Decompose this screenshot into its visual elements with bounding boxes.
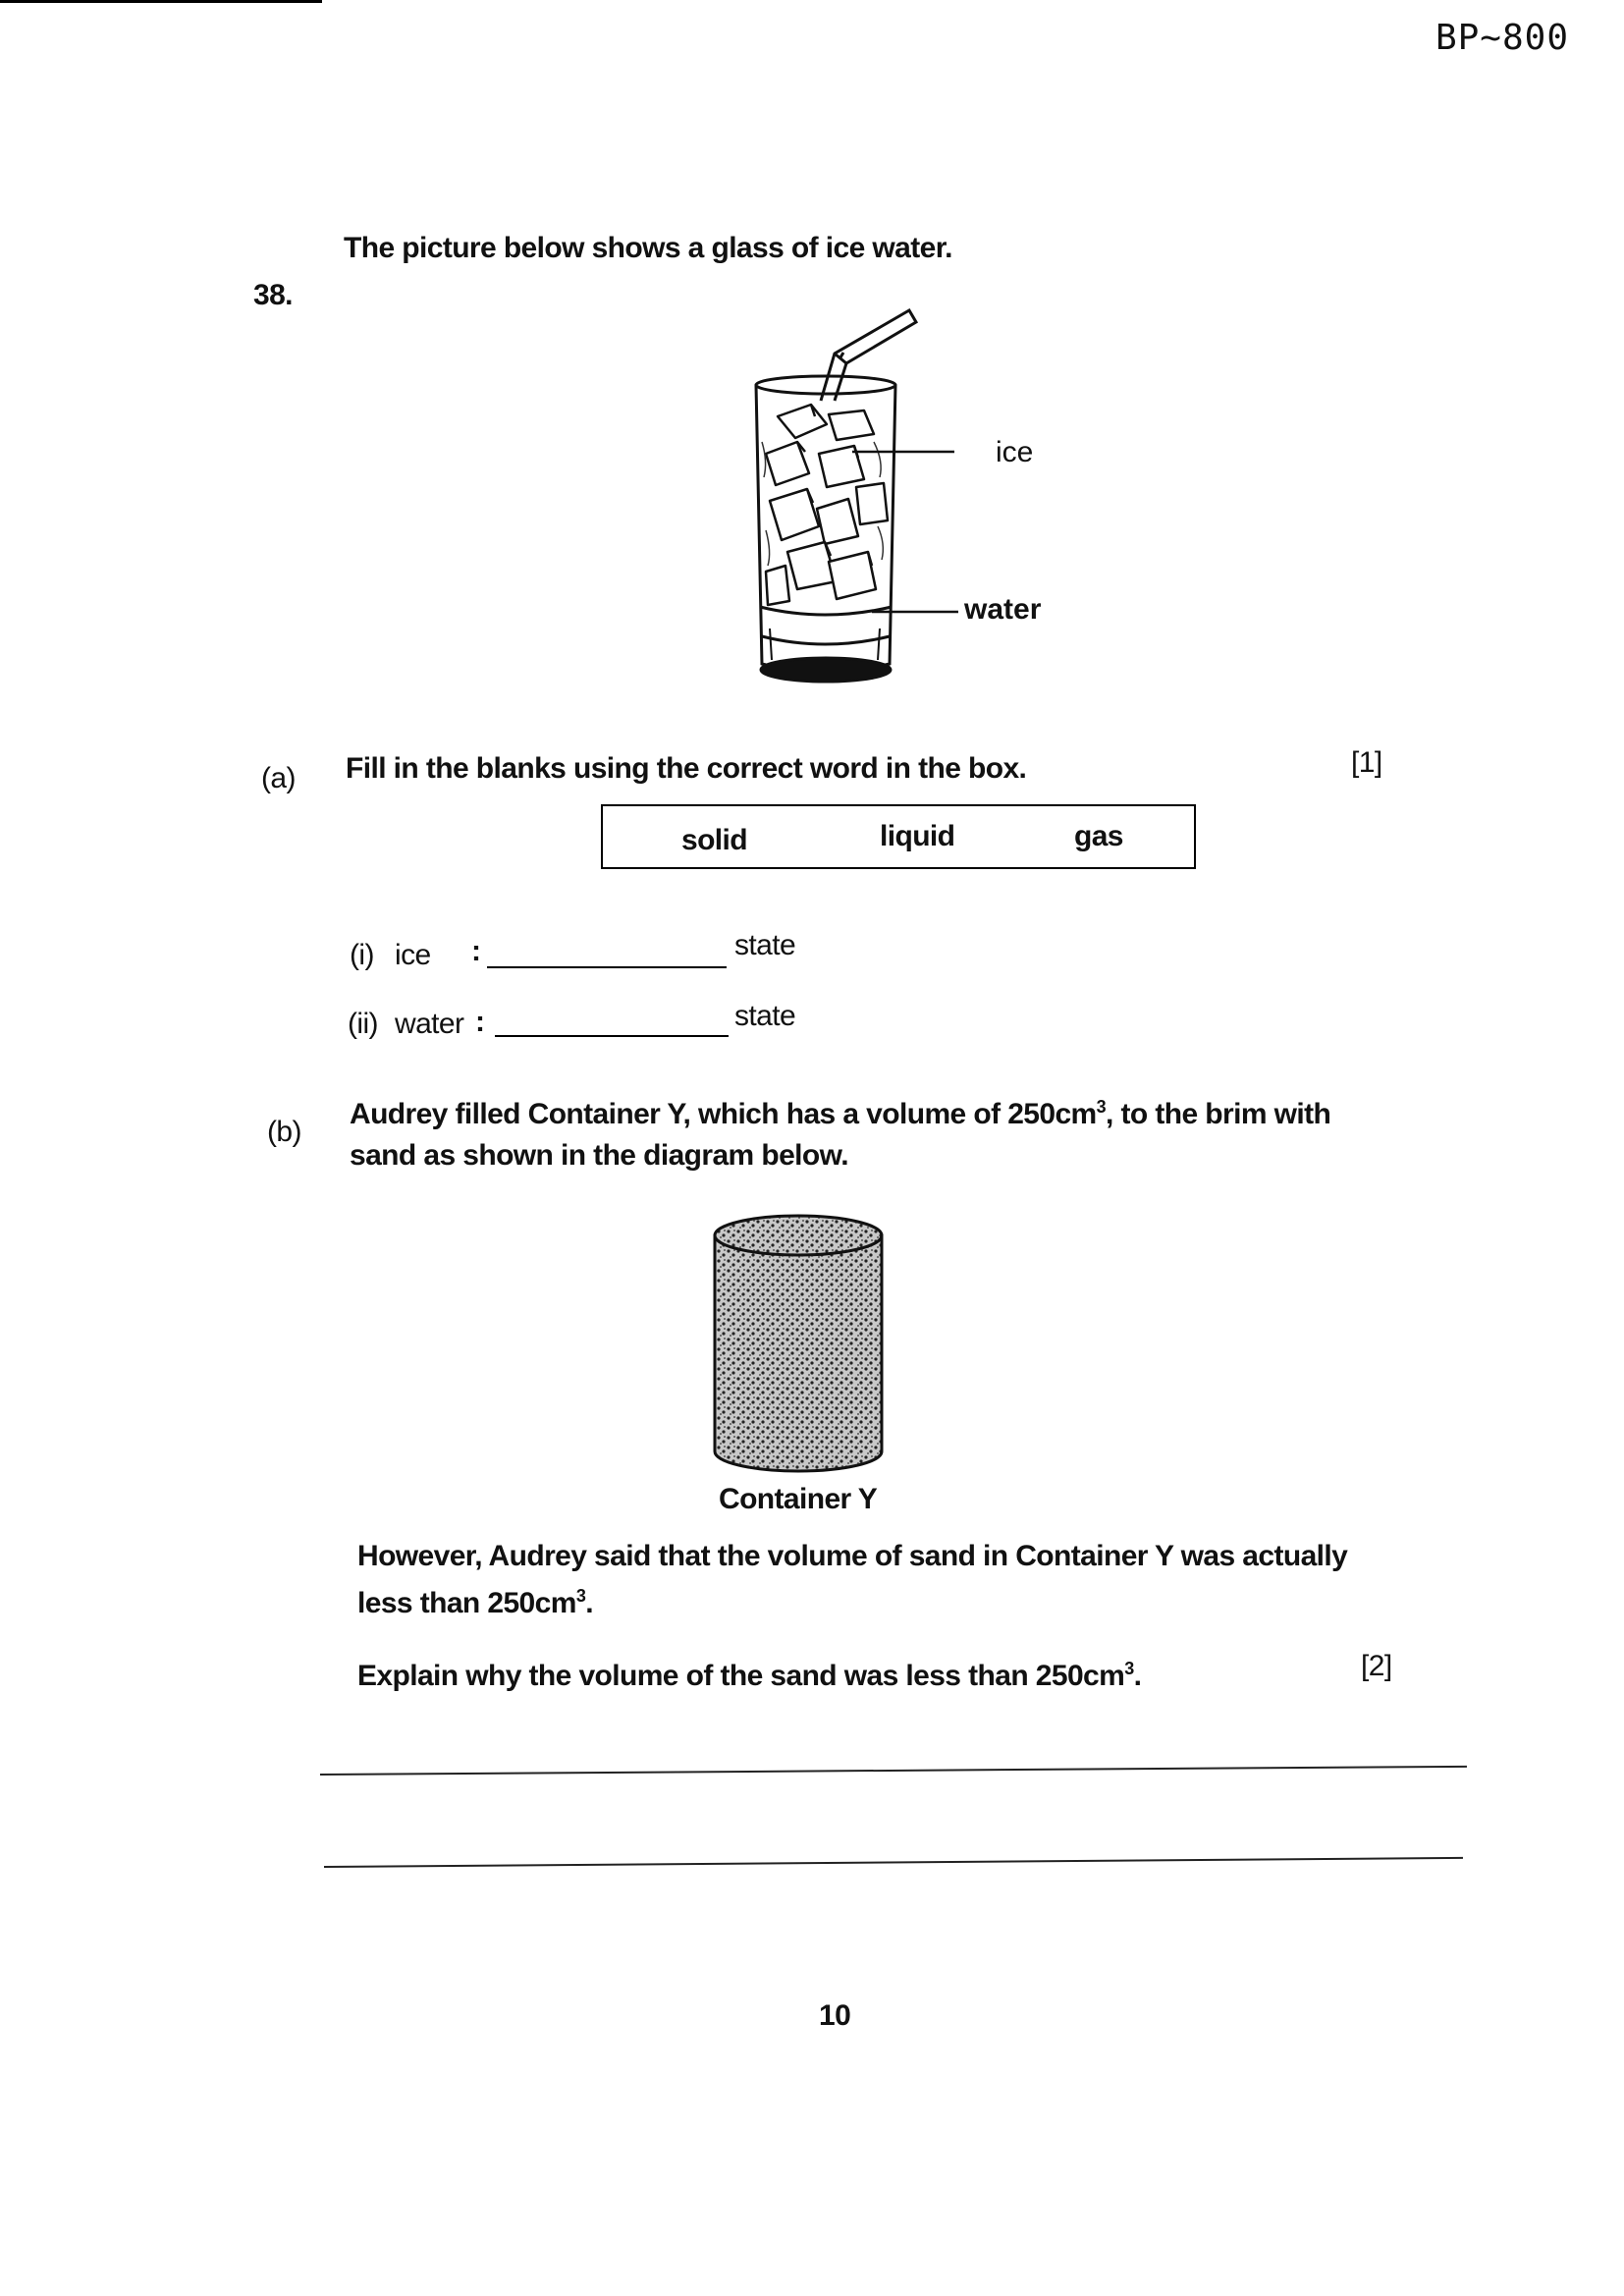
answer-line-2[interactable] bbox=[324, 1857, 1463, 1868]
part-b-marks: [2] bbox=[1361, 1650, 1392, 1682]
question-number: 38. bbox=[253, 279, 293, 311]
part-a-label: (a) bbox=[261, 762, 296, 794]
container-y-figure bbox=[707, 1210, 890, 1477]
part-b-text-line1-sup: 3 bbox=[1096, 1097, 1107, 1117]
part-b-label: (b) bbox=[267, 1116, 301, 1148]
sand-filled-container-icon bbox=[715, 1216, 882, 1471]
item-i-suffix: state bbox=[734, 929, 796, 961]
part-a-marks: [1] bbox=[1351, 746, 1382, 779]
item-ii-answer-blank[interactable] bbox=[495, 1035, 729, 1037]
item-ii-suffix: state bbox=[734, 1000, 796, 1032]
paper-code: BP~800 bbox=[1435, 18, 1569, 58]
explain-prompt bbox=[357, 1660, 1141, 1693]
ice-water-glass-figure bbox=[727, 295, 1080, 707]
however-line2-end: . bbox=[585, 1587, 593, 1619]
item-i-subject: ice bbox=[395, 939, 431, 971]
explain-prompt-main: Explain why the volume of the sand was less than 250cm bbox=[357, 1660, 1125, 1692]
item-ii-colon: : bbox=[475, 1006, 485, 1038]
part-b-text-line1-main: Audrey filled Container Y, which has a volume of 250cm bbox=[350, 1098, 1097, 1130]
word-liquid: liquid bbox=[880, 820, 955, 852]
top-edge-rule bbox=[0, 0, 322, 3]
explain-prompt-sup: 3 bbox=[1124, 1659, 1134, 1678]
part-a-instruction: Fill in the blanks using the correct word in the box. bbox=[346, 752, 1027, 785]
word-box bbox=[601, 804, 1196, 869]
item-i-answer-blank[interactable] bbox=[487, 966, 727, 968]
however-line2-sup: 3 bbox=[575, 1586, 586, 1606]
question-intro: The picture below shows a glass of ice water. bbox=[344, 232, 952, 264]
ice-label: ice bbox=[996, 436, 1034, 468]
part-b-text-line2: sand as shown in the diagram below. bbox=[350, 1139, 848, 1172]
item-ii-subject: water bbox=[395, 1008, 464, 1040]
answer-line-1[interactable] bbox=[320, 1766, 1467, 1776]
straw-icon bbox=[821, 310, 916, 401]
ice-cubes-icon bbox=[766, 405, 888, 605]
container-y-caption: Container Y bbox=[719, 1483, 878, 1515]
water-label: water bbox=[964, 593, 1042, 626]
part-b-text-line1 bbox=[350, 1098, 1330, 1131]
item-i-label: (i) bbox=[350, 939, 374, 971]
however-line1: However, Audrey said that the volume of sand in Container Y was actually bbox=[357, 1540, 1348, 1572]
however-line2 bbox=[357, 1587, 593, 1620]
word-solid: solid bbox=[681, 824, 748, 856]
explain-prompt-end: . bbox=[1133, 1660, 1142, 1692]
part-b-text-line1-end: , to the brim with bbox=[1106, 1098, 1331, 1130]
however-line2-main: less than 250cm bbox=[357, 1587, 576, 1619]
item-i-colon: : bbox=[471, 935, 481, 967]
word-gas: gas bbox=[1074, 820, 1123, 852]
item-ii-label: (ii) bbox=[348, 1008, 378, 1040]
page-number: 10 bbox=[819, 1999, 851, 2032]
